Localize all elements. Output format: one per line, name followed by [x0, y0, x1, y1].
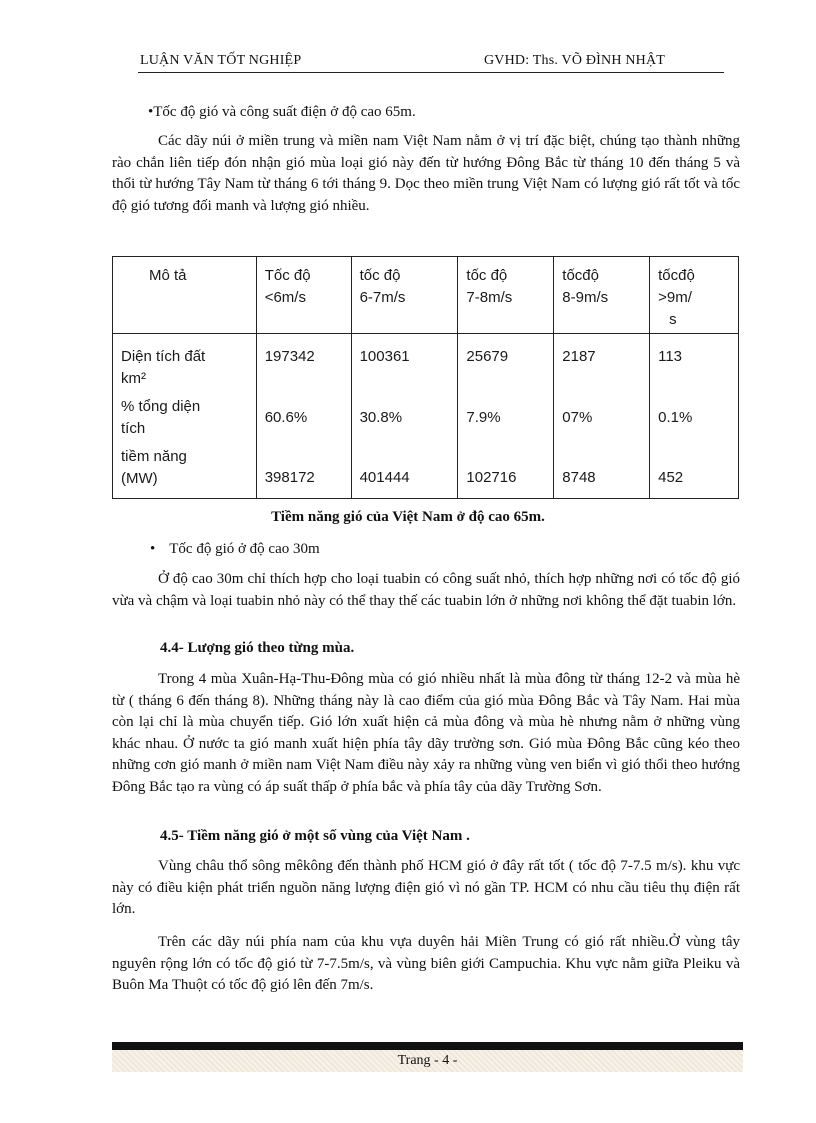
table-cell-col2: 100361 30.8% 401444 [351, 334, 458, 499]
table-header-cell: tốc độ 6-7m/s [351, 257, 458, 334]
paragraph-mekong [112, 856, 740, 921]
table-cell-col3: 25679 7.9% 102716 [458, 334, 554, 499]
wind-potential-table [112, 256, 739, 499]
bullet-dot-icon: • [150, 541, 156, 557]
header-right: GVHD: Ths. VÕ ĐÌNH NHẬT [484, 53, 666, 68]
paragraph-mountains-text: Các dãy núi ở miền trung và miền nam Việt Nam nằm ở vị trí đặc biệt, chúng tạo thành những rào chắn liên tiếp đón nhận gió mùa loại gió này đến từ hướng Đông Bắc từ tháng 10 đến tháng 5 và thổi từ hướng Tây Nam từ tháng 6 tới tháng 9. Dọc theo miền trung Việt Nam có lượng gió rất tốt và tốc độ gió tương đối manh và lượng gió nhiều. [112, 133, 740, 214]
table-cell-col1: 197342 60.6% 398172 [256, 334, 351, 499]
page-number: Trang - 4 - [397, 1053, 458, 1068]
header-rule [138, 72, 724, 73]
bullet-65m-text: Tốc độ gió và công suất điện ở độ cao 65m. [153, 104, 416, 120]
bullet-30m-text: Tốc độ gió ở độ cao 30m [169, 541, 320, 557]
table-caption: Tiềm năng gió của Việt Nam ở độ cao 65m. [271, 509, 545, 525]
footer-band [112, 1050, 743, 1072]
paragraph-mountains [112, 131, 740, 217]
heading-4-4: 4.4- Lượng gió theo từng mùa. [160, 640, 355, 656]
table-body-row [113, 334, 739, 499]
table-header-cell: tốcđộ >9m/ s [650, 257, 739, 334]
table-header-cell: Mô tả [113, 257, 257, 334]
paragraph-mekong-text: Vùng châu thổ sông mêkông đến thành phố HCM gió ở đây rất tốt ( tốc độ 7-7.5 m/s). khu vực này có điều kiện phát triển nguồn năng lượng điện gió vì nó gần TP. HCM có nhu cầu tiêu thụ điện rất lớn. [112, 858, 740, 917]
paragraph-central-coast [112, 932, 740, 997]
table-cell-col4: 2187 07% 8748 [554, 334, 650, 499]
table-header-row [113, 257, 739, 334]
table-cell-col5: 113 0.1% 452 [650, 334, 739, 499]
bullet-65m [148, 104, 416, 121]
header-left: LUẬN VĂN TỐT NGHIỆP [140, 53, 302, 68]
heading-4-5: 4.5- Tiềm năng gió ở một số vùng của Việt Nam . [160, 828, 470, 844]
table-header-cell: tốc độ 7-8m/s [458, 257, 554, 334]
paragraph-30m [112, 569, 740, 612]
paragraph-central-coast-text: Trên các dãy núi phía nam của khu vựa duyên hải Miền Trung có gió rất nhiều.Ở vùng tây nguyên rộng lớn có tốc độ gió từ 7-7.5m/s, và vùng biên giới Campuchia. Khu vực nằm giữa Pleiku và Buôn Ma Thuột có tốc độ gió lên đến 7m/s. [112, 934, 740, 993]
paragraph-seasons [112, 669, 740, 798]
table-row-labels: Diện tích đất km² % tổng diện tích tiềm năng (MW) [113, 334, 257, 499]
footer-rule [112, 1042, 743, 1050]
paragraph-30m-text: Ở độ cao 30m chỉ thích hợp cho loại tuabin có công suất nhỏ, thích hợp những nơi có tốc độ gió vừa và chậm và loại tuabin nhỏ này có thể thay thế các tuabin lớn ở những nơi không thể đặt tuabin lớn. [112, 571, 740, 609]
table-header-cell: Tốc độ <6m/s [256, 257, 351, 334]
paragraph-seasons-text: Trong 4 mùa Xuân-Hạ-Thu-Đông mùa có gió nhiều nhất là mùa đông từ tháng 12-2 và mùa hè từ ( tháng 6 đến tháng 8). Những tháng này là cao điểm của gió mùa Đông Bắc và Tây Nam. Hai mùa còn lại chỉ là mùa chuyển tiếp. Gió lớn xuất hiện cả mùa đông và mùa hè nhưng nằm ở những vùng khác nhau. Ở nước ta gió manh xuất hiện phía tây dãy trường sơn. Gió mùa Đông Bắc cũng kéo theo những cơn gió manh ở miền nam Việt Nam điều này xảy ra những vùng ven biển vì gió thổi theo hướng Đông Bắc tạo ra vùng có áp suất thấp ở phía bắc và phía tây của dãy Trường Sơn. [112, 671, 740, 795]
bullet-30m [150, 541, 320, 558]
bullet-dot-icon: • [148, 104, 154, 120]
table-header-cell: tốcđộ 8-9m/s [554, 257, 650, 334]
